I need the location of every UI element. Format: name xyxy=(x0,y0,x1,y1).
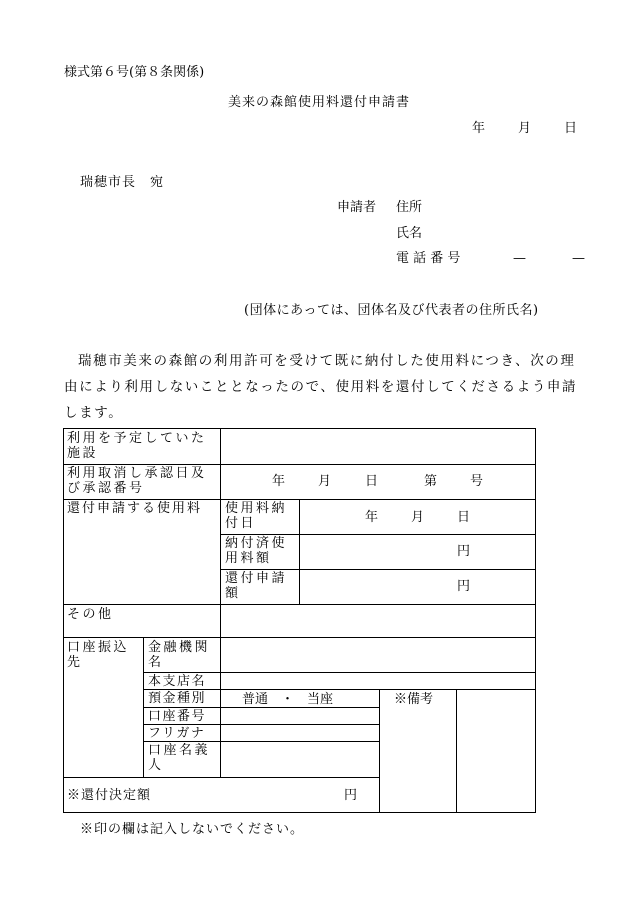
date-month-label: 月 xyxy=(518,121,532,136)
approval-label: 利用取消し承認日及び承認番号 xyxy=(67,466,207,496)
furigana-label: フリガナ xyxy=(148,726,206,741)
refund-fee-label: 還付申請する使用料 xyxy=(67,501,203,516)
organization-note: (団体にあっては、団体名及び代表者の住所氏名) xyxy=(244,303,539,318)
deposit-type-options: 普通 ・ 当座 xyxy=(242,692,334,707)
applicant-label: 申請者 xyxy=(337,200,377,215)
footer-note: ※印の欄は記入しないでください。 xyxy=(80,822,305,837)
approval-day-label: 日 xyxy=(365,474,379,489)
decided-amount-label: ※還付決定額 xyxy=(67,788,152,803)
application-body-text: 瑞穂市美来の森館の利用許可を受けて既に納付した使用料につき、次の理由により利用しないこととなったので、使用料を還付してくださるよう申請します。 xyxy=(64,353,578,421)
phone-separator: — xyxy=(572,251,585,266)
payment-day-label: 日 xyxy=(457,510,471,525)
form-title: 美来の森館使用料還付申請書 xyxy=(228,95,411,110)
payment-year-label: 年 xyxy=(365,510,379,525)
date-day-label: 日 xyxy=(564,121,578,136)
payment-date-label: 使用料納付日 xyxy=(225,501,288,531)
bank-name-label: 金融機関名 xyxy=(148,640,211,670)
paid-amount-unit: 円 xyxy=(457,544,471,559)
deposit-type-label: 預金種別 xyxy=(148,691,207,706)
decided-amount-unit: 円 xyxy=(344,788,358,803)
branch-name-label: 本支店名 xyxy=(148,674,207,689)
account-holder-label: 口座名義人 xyxy=(148,743,211,773)
date-year-label: 年 xyxy=(472,121,486,136)
remarks-label: ※備考 xyxy=(394,692,434,707)
other-label: その他 xyxy=(67,607,114,622)
refund-amount-unit: 円 xyxy=(457,579,471,594)
payment-month-label: 月 xyxy=(411,510,425,525)
approval-month-label: 月 xyxy=(318,474,332,489)
paid-amount-label: 納付済使用料額 xyxy=(225,536,288,566)
account-number-label: 口座番号 xyxy=(148,709,207,724)
bank-transfer-label: 口座振込先 xyxy=(67,640,130,670)
recipient: 瑞穂市長 宛 xyxy=(80,175,165,190)
approval-year-label: 年 xyxy=(272,474,286,489)
approval-number-suffix: 号 xyxy=(470,474,484,489)
phone-label: 電 話 番 号 xyxy=(396,251,461,266)
form-number: 様式第６号(第８条関係) xyxy=(64,65,205,80)
refund-amount-label: 還付申請額 xyxy=(225,571,288,601)
name-label: 氏名 xyxy=(396,226,423,241)
approval-number-prefix: 第 xyxy=(424,474,438,489)
phone-separator: — xyxy=(513,251,526,266)
facility-label: 利用を予定していた施設 xyxy=(67,431,207,461)
address-label: 住所 xyxy=(396,200,423,215)
